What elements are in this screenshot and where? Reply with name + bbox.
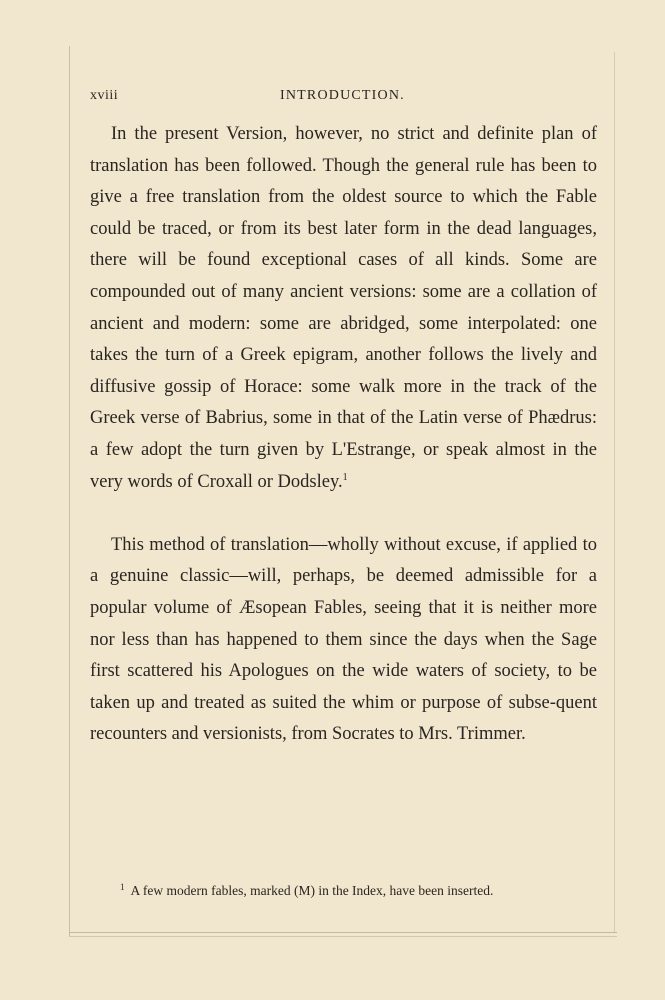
paragraph-1 xyxy=(90,119,597,498)
footnote-text: A few modern fables, marked (M) in the Index, have been inserted. xyxy=(130,883,494,898)
paragraph-2 xyxy=(90,530,597,751)
footnote xyxy=(120,882,580,900)
paragraph-2-text: This method of translation—wholly without excuse, if applied to a genuine classic—will, perhaps, be deemed admissible for a popular volume of Æsopean Fables, seeing that it is neither more nor less than has happened to them since the days when the Sage first scattered his Apologues on the wide waters of society, to be taken up and treated as suited the whim or purpose of subse-quent recounters and versionists, from Socrates to Mrs. Trimmer. xyxy=(90,534,597,745)
bottom-rule xyxy=(69,932,617,933)
left-margin-rule xyxy=(69,46,70,936)
right-margin-rule xyxy=(614,52,615,932)
running-title: INTRODUCTION. xyxy=(280,88,405,103)
body-text xyxy=(90,119,597,751)
paragraph-1-text: In the present Version, however, no strict and definite plan of translation has been followed. Though the general rule has been to give a free translation from the oldest source to which the Fable could be traced, or from its best later form in the dead languages, there will be found exceptional cases of all kinds. Some are compounded out of many ancient versions: some are a collation of ancient and modern: some are abridged, some interpolated: one takes the turn of a Greek epigram, another follows the lively and diffusive gossip of Horace: some walk more in the track of the Greek verse of Babrius, some in that of the Latin verse of Phædrus: a few adopt the turn given by L'Estrange, or speak almost in the very words of Croxall or Dodsley. xyxy=(90,124,597,492)
footnote-reference: 1 xyxy=(342,471,348,483)
page-number: xviii xyxy=(90,88,119,103)
bottom-rule-secondary xyxy=(69,936,617,937)
footnote-marker: 1 xyxy=(120,882,125,892)
page-header xyxy=(90,88,596,108)
